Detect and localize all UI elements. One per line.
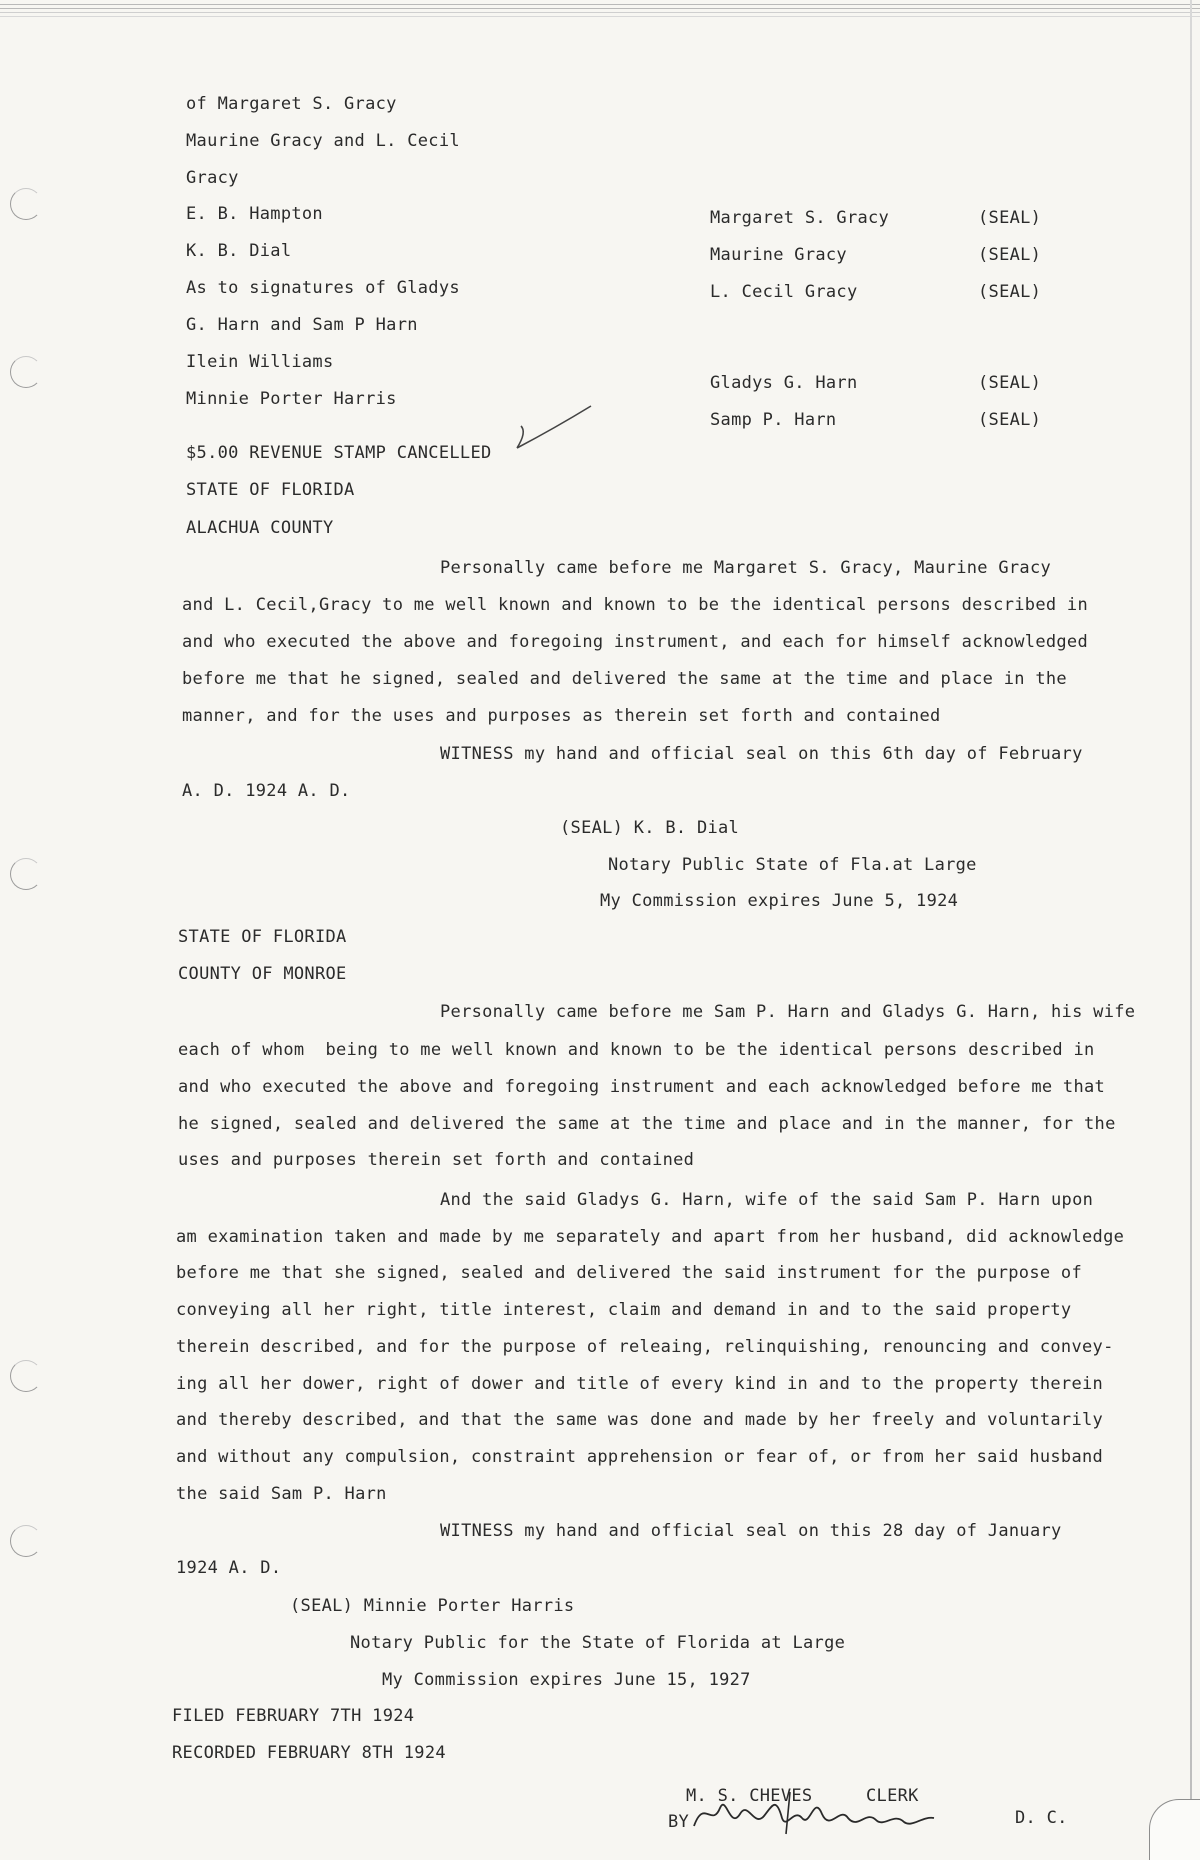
wife-exam-line: And the said Gladys G. Harn, wife of the said Sam P. Harn upon (440, 1190, 1094, 1210)
wife-exam-line: ing all her dower, right of dower and title of every kind in and to the property therein (176, 1374, 1104, 1394)
ack-body-line: before me that he signed, sealed and delivered the same at the time and place in the (182, 669, 1067, 689)
grantor-name: Gladys G. Harn (710, 373, 858, 393)
notary-name: (SEAL) K. B. Dial (560, 818, 740, 838)
ack-body-line: and L. Cecil,Gracy to me well known and known to be the identical persons described in (182, 595, 1088, 615)
witness-line: Maurine Gracy and L. Cecil (186, 131, 460, 151)
clerk-title: CLERK (866, 1786, 919, 1806)
by-label: BY (668, 1812, 690, 1832)
witness-line: K. B. Dial (186, 241, 292, 261)
page-corner (1149, 1799, 1200, 1860)
ack-body-line: Personally came before me Margaret S. Gracy, Maurine Gracy (440, 558, 1052, 578)
seal-mark: (SEAL) (978, 282, 1042, 302)
punch-hole-icon (10, 1525, 42, 1557)
wife-exam-line: conveying all her right, title interest, claim and demand in and to the said property (176, 1300, 1072, 1320)
grantor-name: Samp P. Harn (710, 410, 837, 430)
ack-body-line: Personally came before me Sam P. Harn and Gladys G. Harn, his wife (440, 1002, 1136, 1022)
grantor-name: Margaret S. Gracy (710, 208, 890, 228)
witness-line: E. B. Hampton (186, 204, 323, 224)
notary-commission: My Commission expires June 5, 1924 (600, 891, 959, 911)
ack-body-line: uses and purposes therein set forth and contained (178, 1150, 695, 1170)
witness-clause: WITNESS my hand and official seal on this 28 day of January (440, 1521, 1062, 1541)
top-rule (0, 16, 1200, 17)
grantor-name: L. Cecil Gracy (710, 282, 858, 302)
recorded-date: RECORDED FEBRUARY 8TH 1924 (172, 1743, 446, 1763)
notary-title: Notary Public for the State of Florida at Large (350, 1633, 846, 1653)
seal-mark: (SEAL) (978, 373, 1042, 393)
filed-date: FILED FEBRUARY 7TH 1924 (172, 1706, 415, 1726)
deputy-clerk-label: D. C. (1015, 1808, 1068, 1828)
punch-hole-icon (10, 356, 42, 388)
ack-body-line: each of whom being to me well known and known to be the identical persons described in (178, 1040, 1095, 1060)
witness-line: Minnie Porter Harris (186, 389, 397, 409)
seal-mark: (SEAL) (978, 208, 1042, 228)
wife-exam-line: therein described, and for the purpose of releaing, relinquishing, renouncing and convey- (176, 1337, 1114, 1357)
handwritten-signature (690, 1788, 940, 1838)
witness-line: G. Harn and Sam P Harn (186, 315, 418, 335)
ack-body-line: manner, and for the uses and purposes as therein set forth and contained (182, 706, 941, 726)
wife-exam-line: am examination taken and made by me separately and apart from her husband, did acknowledge (176, 1227, 1125, 1247)
seal-mark: (SEAL) (978, 410, 1042, 430)
wife-exam-line: before me that she signed, sealed and delivered the said instrument for the purpose of (176, 1263, 1082, 1283)
notary-name: (SEAL) Minnie Porter Harris (290, 1596, 575, 1616)
ack-body-line: and who executed the above and foregoing instrument and each acknowledged before me that (178, 1077, 1106, 1097)
wife-exam-line: and without any compulsion, constraint apprehension or fear of, or from her said husband (176, 1447, 1104, 1467)
clerk-name: M. S. CHEVES (686, 1786, 813, 1806)
witness-line: Gracy (186, 168, 239, 188)
seal-mark: (SEAL) (978, 245, 1042, 265)
punch-hole-icon (10, 188, 42, 220)
ack-date: 1924 A. D. (176, 1558, 282, 1578)
top-rule (0, 8, 1200, 9)
wife-exam-line: and thereby described, and that the same was done and made by her freely and voluntarily (176, 1410, 1104, 1430)
punch-hole-icon (10, 1360, 42, 1392)
state-heading: STATE OF FLORIDA (178, 927, 347, 947)
witness-clause: WITNESS my hand and official seal on this 6th day of February (440, 744, 1083, 764)
wife-exam-line: the said Sam P. Harn (176, 1484, 387, 1504)
witness-line: As to signatures of Gladys (186, 278, 460, 298)
top-rule (0, 4, 1200, 5)
revenue-stamp-note: $5.00 REVENUE STAMP CANCELLED (186, 443, 492, 463)
top-rule (0, 12, 1200, 13)
ack-body-line: and who executed the above and foregoing instrument, and each for himself acknowledged (182, 632, 1088, 652)
grantor-name: Maurine Gracy (710, 245, 847, 265)
county-heading: ALACHUA COUNTY (186, 518, 334, 538)
page-edge (1190, 0, 1192, 1860)
witness-line: Ilein Williams (186, 352, 334, 372)
ack-body-line: he signed, sealed and delivered the same at the time and place and in the manner, for the (178, 1114, 1116, 1134)
ack-date: A. D. 1924 A. D. (182, 781, 351, 801)
check-mark-icon (515, 402, 595, 452)
notary-commission: My Commission expires June 15, 1927 (382, 1670, 751, 1690)
punch-hole-icon (10, 858, 42, 890)
state-heading: STATE OF FLORIDA (186, 480, 355, 500)
county-heading: COUNTY OF MONROE (178, 964, 347, 984)
witness-line: of Margaret S. Gracy (186, 94, 397, 114)
notary-title: Notary Public State of Fla.at Large (608, 855, 977, 875)
